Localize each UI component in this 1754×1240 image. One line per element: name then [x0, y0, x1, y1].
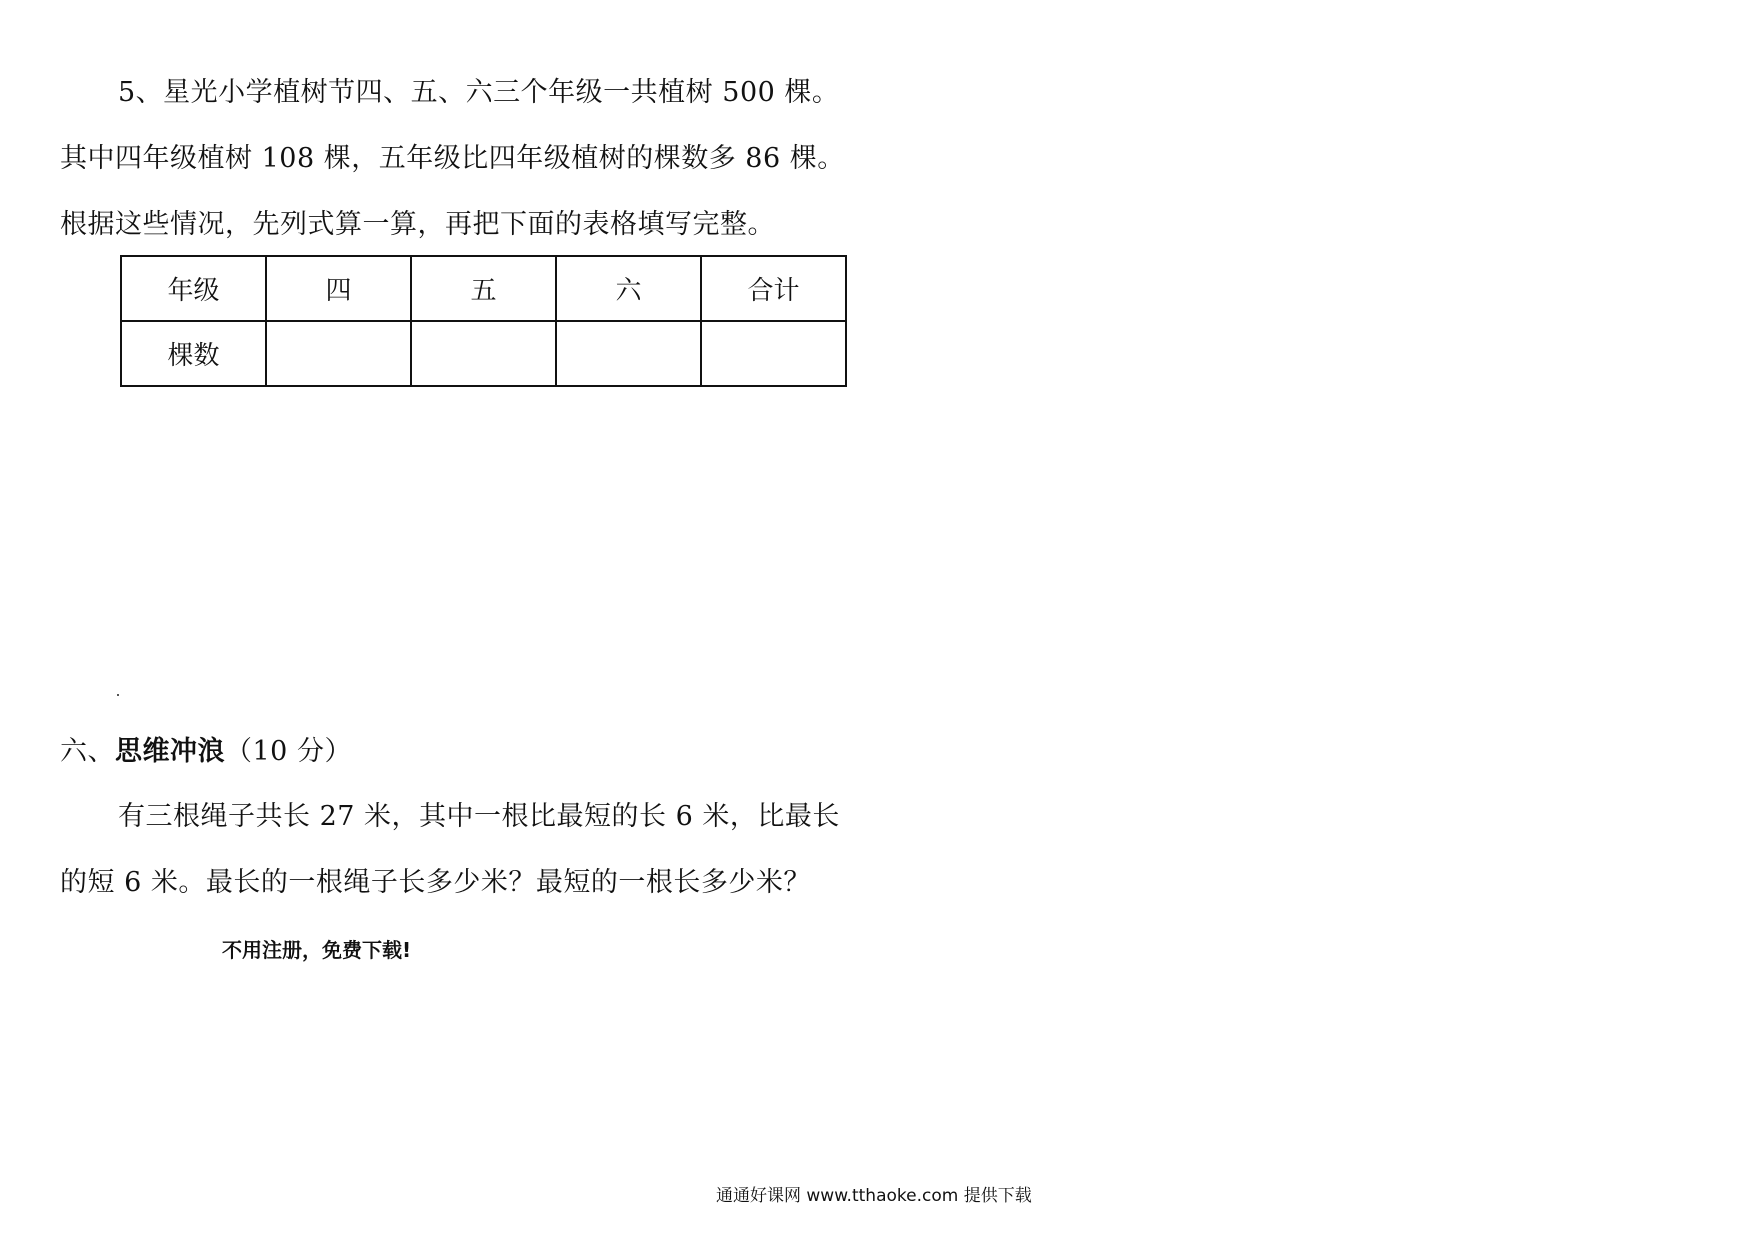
table-blank-cell	[411, 321, 556, 386]
table-blank-cell	[266, 321, 411, 386]
section6-number: 六、	[60, 736, 115, 767]
section6-heading	[60, 735, 352, 769]
table-blank-cell	[701, 321, 846, 386]
promo-text: 不用注册，免费下载!	[222, 938, 412, 962]
table-row-label: 棵数	[121, 321, 266, 386]
table-header-cell: 四	[266, 256, 411, 321]
table-header-row	[121, 256, 846, 321]
question5-line2: 其中四年级植树 108 棵，五年级比四年级植树的棵数多 86 棵。	[60, 143, 845, 174]
stray-dot	[117, 694, 119, 696]
section6-title: 思维冲浪	[115, 736, 225, 767]
section6-line2: 的短 6 米。最长的一根绳子长多少米？最短的一根长多少米？	[60, 867, 811, 898]
table-header-cell: 年级	[121, 256, 266, 321]
tree-count-table	[120, 255, 847, 387]
table-header-cell: 六	[556, 256, 701, 321]
table-header-cell: 合计	[701, 256, 846, 321]
section6-line1: 有三根绳子共长 27 米，其中一根比最短的长 6 米，比最长	[118, 801, 840, 832]
section6-score: （10 分）	[225, 736, 352, 767]
question5-line1: 5、星光小学植树节四、五、六三个年级一共植树 500 棵。	[118, 77, 840, 108]
footer-text: 通通好课网 www.tthaoke.com 提供下载	[716, 1186, 1032, 1206]
table-row	[121, 321, 846, 386]
table-blank-cell	[556, 321, 701, 386]
table-header-cell: 五	[411, 256, 556, 321]
question5-line3: 根据这些情况，先列式算一算，再把下面的表格填写完整。	[60, 209, 775, 240]
